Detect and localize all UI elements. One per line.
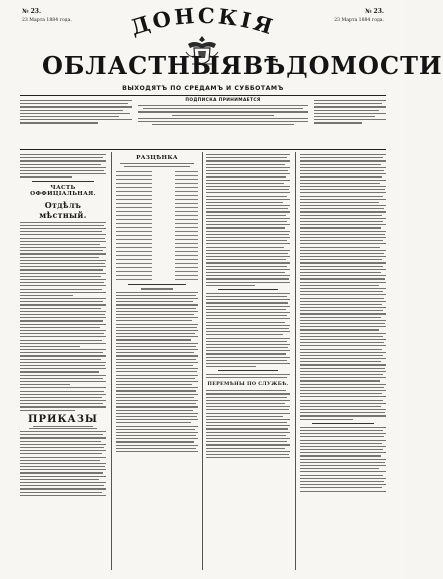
subscription-terms (138, 98, 308, 127)
column-divider (202, 152, 203, 570)
masthead-title-top: ДОНСКІЯ (127, 6, 279, 40)
masthead-title-left: ОБЛАСТНЫЯ (42, 50, 243, 80)
column-4 (300, 152, 386, 494)
column-2 (116, 152, 198, 454)
local-section-heading: Отдѣлъ мѣстный. (39, 199, 87, 220)
price-table (116, 169, 198, 281)
service-changes-heading: ПЕРЕМѢНЫ ПО СЛУЖБѢ. (207, 381, 289, 387)
masthead-rule (20, 95, 386, 96)
issue-number-right: № 23. (364, 8, 384, 15)
column-1 (20, 152, 106, 498)
orders-heading: ПРИКАЗЫ (28, 413, 98, 425)
price-list-heading: РАЗЦѢНКА (136, 155, 178, 161)
column-divider (295, 152, 296, 570)
header-bottom-rule (20, 149, 386, 150)
masthead-subtitle: ВЫХОДЯТЪ ПО СРЕДАМЪ И СУББОТАМЪ (122, 85, 284, 92)
column-3 (206, 152, 290, 460)
subscription-left-text (20, 98, 132, 126)
column-divider (111, 152, 112, 570)
issue-date-left: 23 Марта 1884 года. (22, 18, 72, 23)
official-section-heading: ЧАСТЬ ОФФИЦІАЛЬНАЯ. (30, 184, 96, 197)
subscription-box (20, 98, 386, 148)
subscription-heading: ПОДПИСКА ПРИНИМАЕТСЯ (185, 98, 261, 103)
subscription-right-text (314, 98, 386, 126)
issue-date-right: 23 Марта 1884 года. (334, 18, 384, 23)
issue-number-left: № 23. (22, 8, 42, 15)
masthead-title (42, 44, 443, 86)
masthead-title-right: ВѢДОМОСТИ (242, 50, 443, 80)
service-changes-block (206, 378, 290, 389)
